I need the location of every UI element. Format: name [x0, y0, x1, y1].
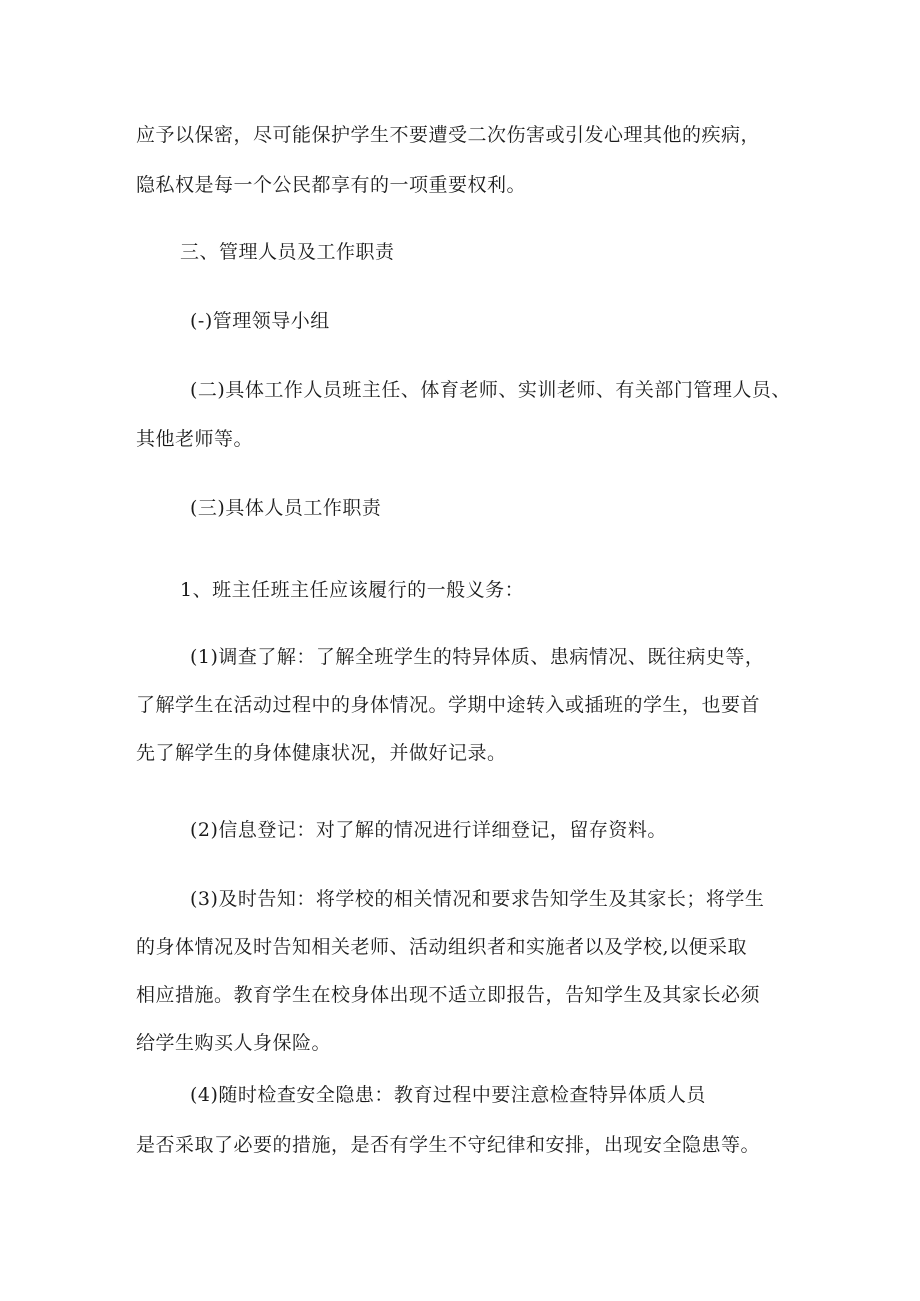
paragraph-line: 给学生购买人身保险。 — [136, 1032, 332, 1054]
paragraph-line: 是否采取了必要的措施，是否有学生不守纪律和安排，出现安全隐患等。 — [136, 1134, 761, 1156]
paragraph-line: 的身体情况及时告知相关老师、活动组织者和实施者以及学校,以便采取 — [136, 936, 748, 958]
list-item-line: (2)信息登记：对了解的情况进行详细登记，留存资料。 — [190, 819, 667, 841]
list-heading: 1、班主任班主任应该履行的一般义务： — [180, 579, 525, 601]
section-heading: 三、管理人员及工作职责 — [180, 241, 395, 263]
subsection-heading: (-)管理领导小组 — [190, 310, 330, 332]
paragraph-line: 应予以保密，尽可能保护学生不要遭受二次伤害或引发心理其他的疾病， — [136, 124, 761, 146]
subsection-heading: (三)具体人员工作职责 — [190, 497, 382, 519]
paragraph-line: 隐私权是每一个公民都享有的一项重要权利。 — [136, 174, 527, 196]
paragraph-line: 先了解学生的身体健康状况，并做好记录。 — [136, 742, 507, 764]
list-item-line: (1)调查了解：了解全班学生的特异体质、患病情况、既往病史等， — [190, 646, 765, 668]
paragraph-line: 了解学生在活动过程中的身体情况。学期中途转入或插班的学生，也要首 — [136, 694, 761, 716]
list-item-line: (4)随时检查安全隐患：教育过程中要注意检查特异体质人员 — [190, 1084, 706, 1106]
paragraph-line: 其他老师等。 — [136, 428, 254, 450]
paragraph-line: 相应措施。教育学生在校身体出现不适立即报告，告知学生及其家长必须 — [136, 984, 761, 1006]
list-item-line: (3)及时告知：将学校的相关情况和要求告知学生及其家长；将学生 — [190, 888, 765, 910]
subsection-heading: (二)具体工作人员班主任、体育老师、实训老师、有关部门管理人员、 — [190, 379, 791, 401]
